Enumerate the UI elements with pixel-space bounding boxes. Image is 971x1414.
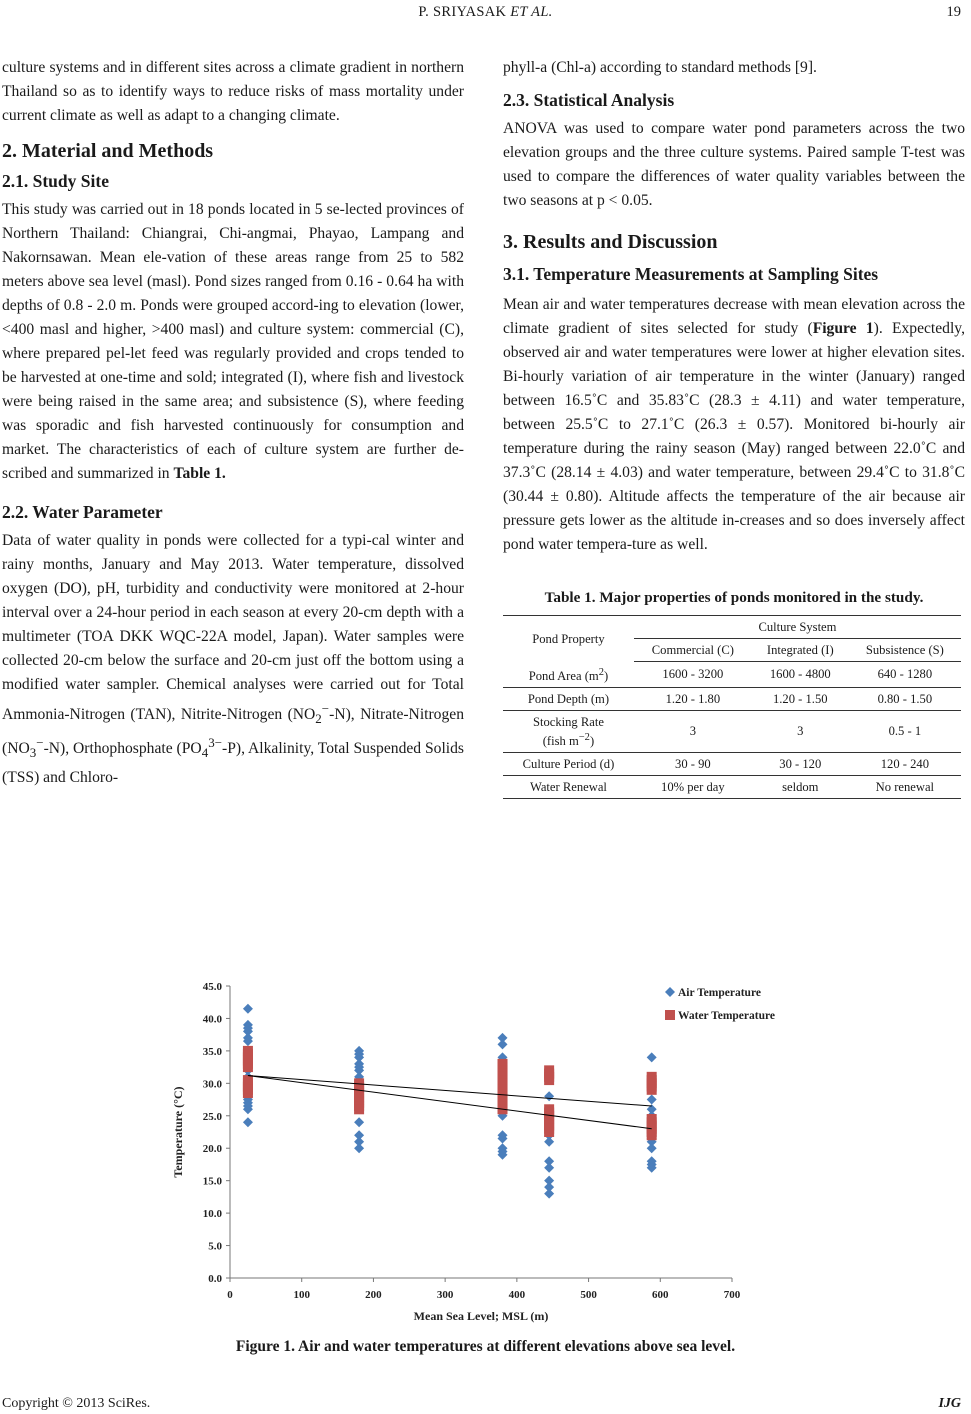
row-label-pond-depth: Pond Depth (m) — [503, 687, 634, 710]
temperature-scatter-chart — [160, 972, 820, 1332]
table-header-pond-property: Pond Property — [532, 631, 605, 646]
row-label-tail: ) — [603, 668, 609, 683]
row-label-text: Pond Area (m — [528, 668, 599, 683]
table-header-subsistence: Subsistence (S) — [849, 639, 961, 662]
y-tick-label: 5.0 — [208, 1240, 222, 1253]
temperature-text-b: ). Expectedly, observed air and water temperatures were lower at higher elevation sites. Bi-hourly variation of air temperature in the winter (January) ranged between 16.5˚C and 35.83˚C (28.3 ± 4.11) and water temperature, between 25.5˚C to 27.1˚C (26.3 ± 0.57). Monitored bi-hourly air temperature during the rainy season (May) ranged between 22.0˚C and 37.3˚C (28.14 ± 4.03) and water temperature, between 29.4˚C to 31.8˚C (30.44 ± 0.80). Altitude affects the temperature of the air because air pressure gets lower as the altitude in-creases and so does inversely affect pond water tempera-ture as well. — [503, 320, 965, 553]
y-tick-label: 25.0 — [202, 1110, 222, 1123]
running-head-etal: ET AL. — [510, 4, 553, 20]
figure-1-caption: Figure 1. Air and water temperatures at different elevations above sea level. — [235, 1338, 736, 1355]
nitrate-sup: − — [36, 735, 44, 751]
orthophosphate-sub: 4 — [201, 745, 209, 761]
row-label-line2: (fish m — [542, 733, 579, 748]
nitrate-base: NO — [7, 740, 30, 758]
footer-journal: IJG — [938, 1396, 961, 1411]
nitrite-sup: − — [321, 701, 330, 716]
table-cell: 1600 - 4800 — [752, 662, 849, 688]
table-row — [503, 775, 961, 798]
chart-trendlines — [248, 1076, 652, 1129]
y-tick-label: 40.0 — [202, 1013, 222, 1026]
page-number: 19 — [946, 4, 961, 20]
x-axis-title: Mean Sea Level; MSL (m) — [413, 1309, 549, 1323]
orthophosphate-sup: 3− — [208, 735, 223, 751]
trendline — [248, 1076, 652, 1106]
air-temperature-point — [354, 1143, 364, 1153]
running-head — [0, 4, 971, 21]
right-column — [503, 56, 965, 799]
trendline — [248, 1076, 652, 1129]
table-cell: 0.80 - 1.50 — [849, 687, 961, 710]
subsection-2-1-title: 2.1. Study Site — [2, 171, 109, 191]
y-tick-label: 0.0 — [208, 1273, 222, 1285]
x-tick-label: 300 — [436, 1289, 454, 1301]
intro-continuation: culture systems and in different sites across a climate gradient in northern Thailand so as to identify ways to reduce risks of mass mortality under current climate as well as adapt to a changing climate. — [2, 59, 464, 124]
table-cell: 3 — [634, 710, 752, 752]
x-tick-label: 400 — [508, 1289, 526, 1301]
table-cell: 640 - 1280 — [849, 662, 961, 688]
y-tick-label: 30.0 — [202, 1078, 222, 1091]
air-temperature-point — [243, 1004, 253, 1014]
table-cell: 10% per day — [634, 775, 752, 798]
row-label-text: Stocking Rate — [532, 714, 604, 729]
nitrite-base: NO — [292, 706, 316, 724]
chart-axes — [171, 981, 741, 1323]
table-row — [503, 752, 961, 775]
water-temperature-point — [243, 1088, 253, 1098]
y-tick-label: 15.0 — [202, 1175, 222, 1188]
y-tick-label: 20.0 — [202, 1143, 222, 1156]
water-temperature-point — [243, 1062, 253, 1072]
table-cell: No renewal — [849, 775, 961, 798]
subsection-3-1-title: 3.1. Temperature Measurements at Sampling Sites — [503, 264, 879, 284]
section-2-title: 2. Material and Methods — [2, 140, 214, 162]
water-parameter-paragraph — [2, 529, 464, 790]
y-tick-label: 10.0 — [202, 1208, 222, 1221]
figure-1-reference[interactable]: Figure 1 — [812, 320, 874, 337]
table-header-commercial: Commercial (C) — [634, 639, 752, 662]
footer-copyright: Copyright © 2013 SciRes. — [2, 1396, 151, 1411]
row-label-water-renewal: Water Renewal — [503, 775, 634, 798]
water-parameter-text-d: -P), Alkalinity, Total Suspended Solids (TSS) and Chloro- — [2, 740, 464, 786]
air-temperature-point — [647, 1143, 657, 1153]
table-1-reference[interactable]: Table 1. — [173, 465, 226, 482]
running-head-author: P. SRIYASAK — [418, 4, 507, 20]
x-tick-label: 200 — [365, 1289, 382, 1301]
row-label-sup: −2 — [578, 731, 590, 743]
x-tick-label: 100 — [293, 1289, 310, 1301]
temperature-text-a: Mean air and water temperatures decrease with mean elevation across the climate gradient of sites selected for study ( — [503, 296, 965, 337]
subsection-2-3-title: 2.3. Statistical Analysis — [503, 90, 675, 110]
row-label-sup: 2 — [598, 666, 604, 678]
table-cell: 0.5 - 1 — [849, 710, 961, 752]
table-row — [503, 662, 961, 688]
row-label-stocking-rate — [503, 710, 634, 752]
table-cell: seldom — [752, 775, 849, 798]
x-tick-label: 0 — [227, 1289, 233, 1301]
table-header-culture-system: Culture System — [634, 616, 961, 639]
study-site-paragraph — [2, 198, 464, 486]
legend-air-marker — [665, 987, 675, 997]
y-tick-label: 45.0 — [202, 981, 222, 993]
water-temperature-point — [544, 1075, 554, 1085]
nitrite-formula — [292, 701, 330, 727]
air-temperature-point — [647, 1052, 657, 1062]
chart-legend — [665, 987, 775, 1022]
row-label-pond-area — [503, 662, 634, 688]
chart-marks — [243, 1004, 657, 1199]
nitrate-sub: 3 — [29, 745, 37, 761]
table-1 — [503, 615, 961, 799]
orthophosphate-base: PO — [181, 740, 202, 758]
air-temperature-point — [647, 1095, 657, 1105]
figure-1 — [160, 972, 820, 1332]
table-cell: 30 - 90 — [634, 752, 752, 775]
table-cell: 30 - 120 — [752, 752, 849, 775]
legend-water-label: Water Temperature — [678, 1010, 775, 1022]
y-tick-label: 35.0 — [202, 1045, 222, 1058]
table-row — [503, 710, 961, 752]
x-tick-label: 600 — [652, 1289, 669, 1301]
water-temperature-point — [647, 1130, 657, 1140]
water-temperature-point — [647, 1085, 657, 1095]
air-temperature-point — [544, 1163, 554, 1173]
legend-air-label: Air Temperature — [678, 987, 761, 999]
row-label-culture-period: Culture Period (d) — [503, 752, 634, 775]
legend-water-marker — [665, 1010, 675, 1020]
water-parameter-text-b: -N), Nitrate-Nitrogen ( — [2, 706, 464, 758]
table-cell: 120 - 240 — [849, 752, 961, 775]
x-tick-label: 500 — [580, 1289, 597, 1301]
air-temperature-point — [544, 1091, 554, 1101]
table-cell: 1600 - 3200 — [634, 662, 752, 688]
air-temperature-point — [354, 1117, 364, 1127]
y-axis-title: Temperature (°C) — [171, 1086, 185, 1178]
table-row — [503, 687, 961, 710]
subsection-2-2-title: 2.2. Water Parameter — [2, 502, 163, 522]
row-label-tail: ) — [589, 733, 595, 748]
water-parameter-text-a: Data of water quality in ponds were collected for a typi-cal winter and rainy months, January and May 2013. Water temperature, dissolved oxygen (DO), pH, turbidity and conductivity were monitored at 2-hour interval over a 24-hour period in each season at every 20-cm depth with a multimeter (TOA DKK WQC-22A model, Japan). Water samples were collected 20-cm below the surface and 20-cm just off the bottom using a modified water sampler. Chemical analyses were carried out for Total Ammonia-Nitrogen (TAN), Nitrite-Nitrogen ( — [2, 532, 464, 724]
temperature-paragraph — [503, 293, 965, 557]
air-temperature-point — [544, 1189, 554, 1199]
table-header-integrated: Integrated (I) — [752, 639, 849, 662]
air-temperature-point — [498, 1039, 508, 1049]
water-parameter-continuation: phyll-a (Chl-a) according to standard methods [9]. — [503, 59, 817, 76]
statistical-analysis-paragraph: ANOVA was used to compare water pond parameters across the two elevation groups and the three culture systems. Paired sample T-test was used to compare the differences of water quality variables between the two seasons at p < 0.05. — [503, 120, 965, 209]
air-temperature-point — [544, 1137, 554, 1147]
table-cell: 1.20 - 1.80 — [634, 687, 752, 710]
nitrite-sub: 2 — [315, 711, 322, 727]
water-parameter-text-c: -N), Orthophosphate ( — [43, 740, 182, 758]
x-tick-label: 700 — [723, 1289, 741, 1301]
table-cell: 1.20 - 1.50 — [752, 687, 849, 710]
air-temperature-point — [243, 1117, 253, 1127]
water-temperature-point — [354, 1104, 364, 1114]
left-column — [2, 56, 464, 800]
orthophosphate-formula — [181, 735, 223, 761]
water-temperature-point — [544, 1127, 554, 1137]
table-cell: 3 — [752, 710, 849, 752]
table-1-caption: Table 1. Major properties of ponds monitored in the study. — [544, 589, 924, 606]
section-3-title: 3. Results and Discussion — [503, 231, 718, 253]
nitrate-formula — [7, 735, 44, 761]
study-site-text: This study was carried out in 18 ponds located in 5 se-lected provinces of Northern Thailand: Chiangrai, Chi-angmai, Phayao, Lampang and Nakornsawan. Mean ele-vation of these areas range from 25 to 582 meters above sea level (masl). Pond sizes ranged from 0.16 - 0.64 ha with depths of 0.8 - 2.0 m. Ponds were grouped accord-ing to elevation (lower, <400 masl and higher, >400 masl) and culture system: commercial (C), where prepared pel-let feed was regularly provided and crops tended to be harvested at one-time and sold; integrated (I), where fish and livestock were being raised in the same area; and subsistence (S), where feeding was sporadic and fish harvested continuously for consumption and market. The characteristics of each of culture system are further de-scribed and summarized in — [2, 201, 464, 482]
